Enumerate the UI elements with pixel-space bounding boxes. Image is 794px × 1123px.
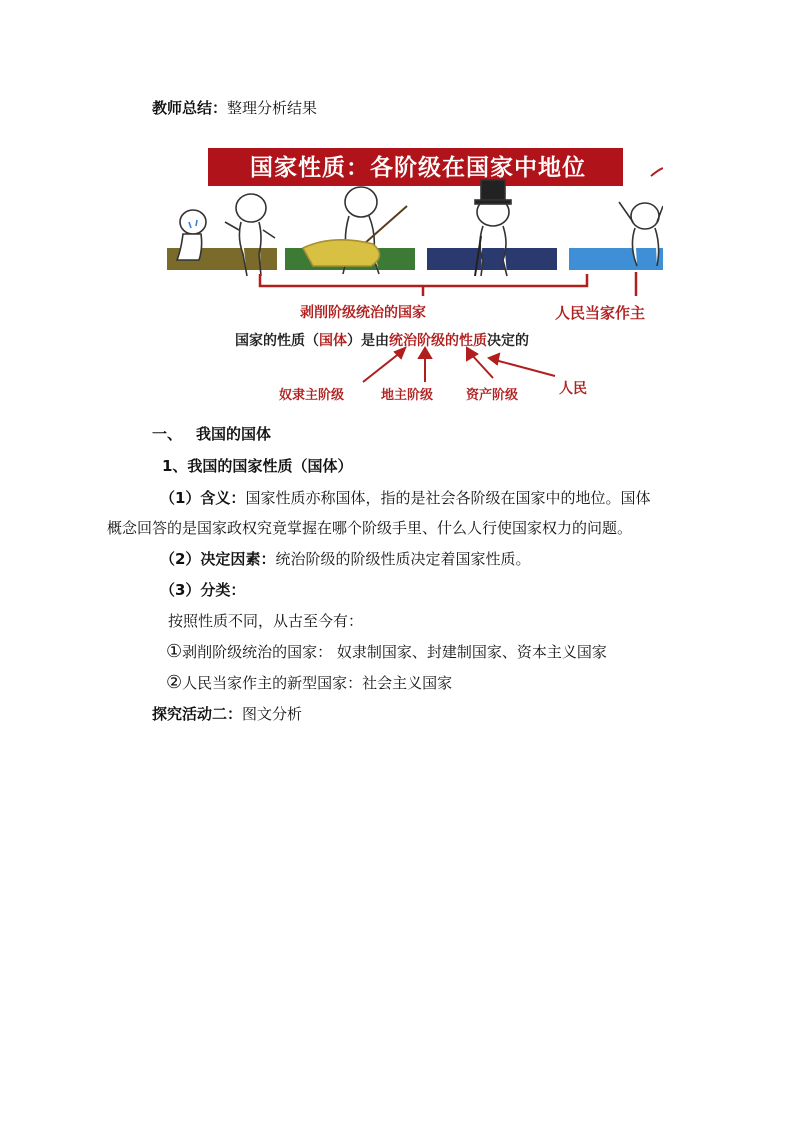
meaning-text: 国家性质亦称国体，指的是社会各阶级在国家中的地位。国体 [245,489,651,507]
class-label-bourgeoisie: 资产阶级 [466,388,519,403]
bracket-exploiting [260,274,587,286]
meaning-paragraph-cont: 概念回答的是国家政权究竟掌握在哪个阶级手里、什么人行使国家权力的问题。 [107,519,633,537]
class-label-landlord: 地主阶级 [381,388,434,403]
item2-text: 人民当家作主的新型国家：社会主义国家 [182,674,453,692]
category-item-2 [166,673,452,693]
activity-text: 图文分析 [242,705,303,723]
category-intro: 按照性质不同，从古至今有： [168,612,364,630]
class-label-slave-owner: 奴隶主阶级 [279,388,345,403]
factor-text: 统治阶级的阶级性质决定着国家性质。 [275,550,531,568]
class-arrows [363,348,555,382]
step-people [569,248,663,270]
banner-title: 国家性质：各阶级在国家中地位 [250,155,586,181]
activity-line [152,704,302,724]
category-label: （3）分类： [160,581,246,599]
item1-marker: ① [166,641,183,662]
activity-label: 探究活动二： [152,705,243,723]
step-bourgeoisie [427,248,557,270]
factor-label: （2）决定因素： [160,550,276,568]
figure-sentence: 国家的性质（国体）是由统治阶级的性质决定的 [235,333,529,349]
factor-paragraph [160,549,530,569]
section-title: 我国的国体 [196,425,272,443]
class-label-people: 人民 [559,381,587,397]
teacher-summary-line [152,98,317,118]
teacher-summary-label: 教师总结： [152,99,228,117]
section-number: 一、 [152,425,183,443]
item2-marker: ② [166,672,183,693]
meaning-label: （1）含义： [160,489,246,507]
meaning-paragraph [160,488,650,508]
section-heading [152,424,271,444]
nation-nature-illustration [163,126,663,410]
bracket-left-label: 剥削阶级统治的国家 [300,305,426,321]
kneeling-figure-icon [177,210,206,260]
teacher-summary-text: 整理分析结果 [227,99,318,117]
category-item-1 [166,642,607,662]
subsection-heading: 1、我国的国家性质（国体） [162,457,353,475]
bracket-right-label: 人民当家作主 [555,304,646,322]
banner-arrow-fragment [651,168,663,176]
item1-text: 剥削阶级统治的国家： 奴隶制国家、封建制国家、资本主义国家 [182,643,607,661]
